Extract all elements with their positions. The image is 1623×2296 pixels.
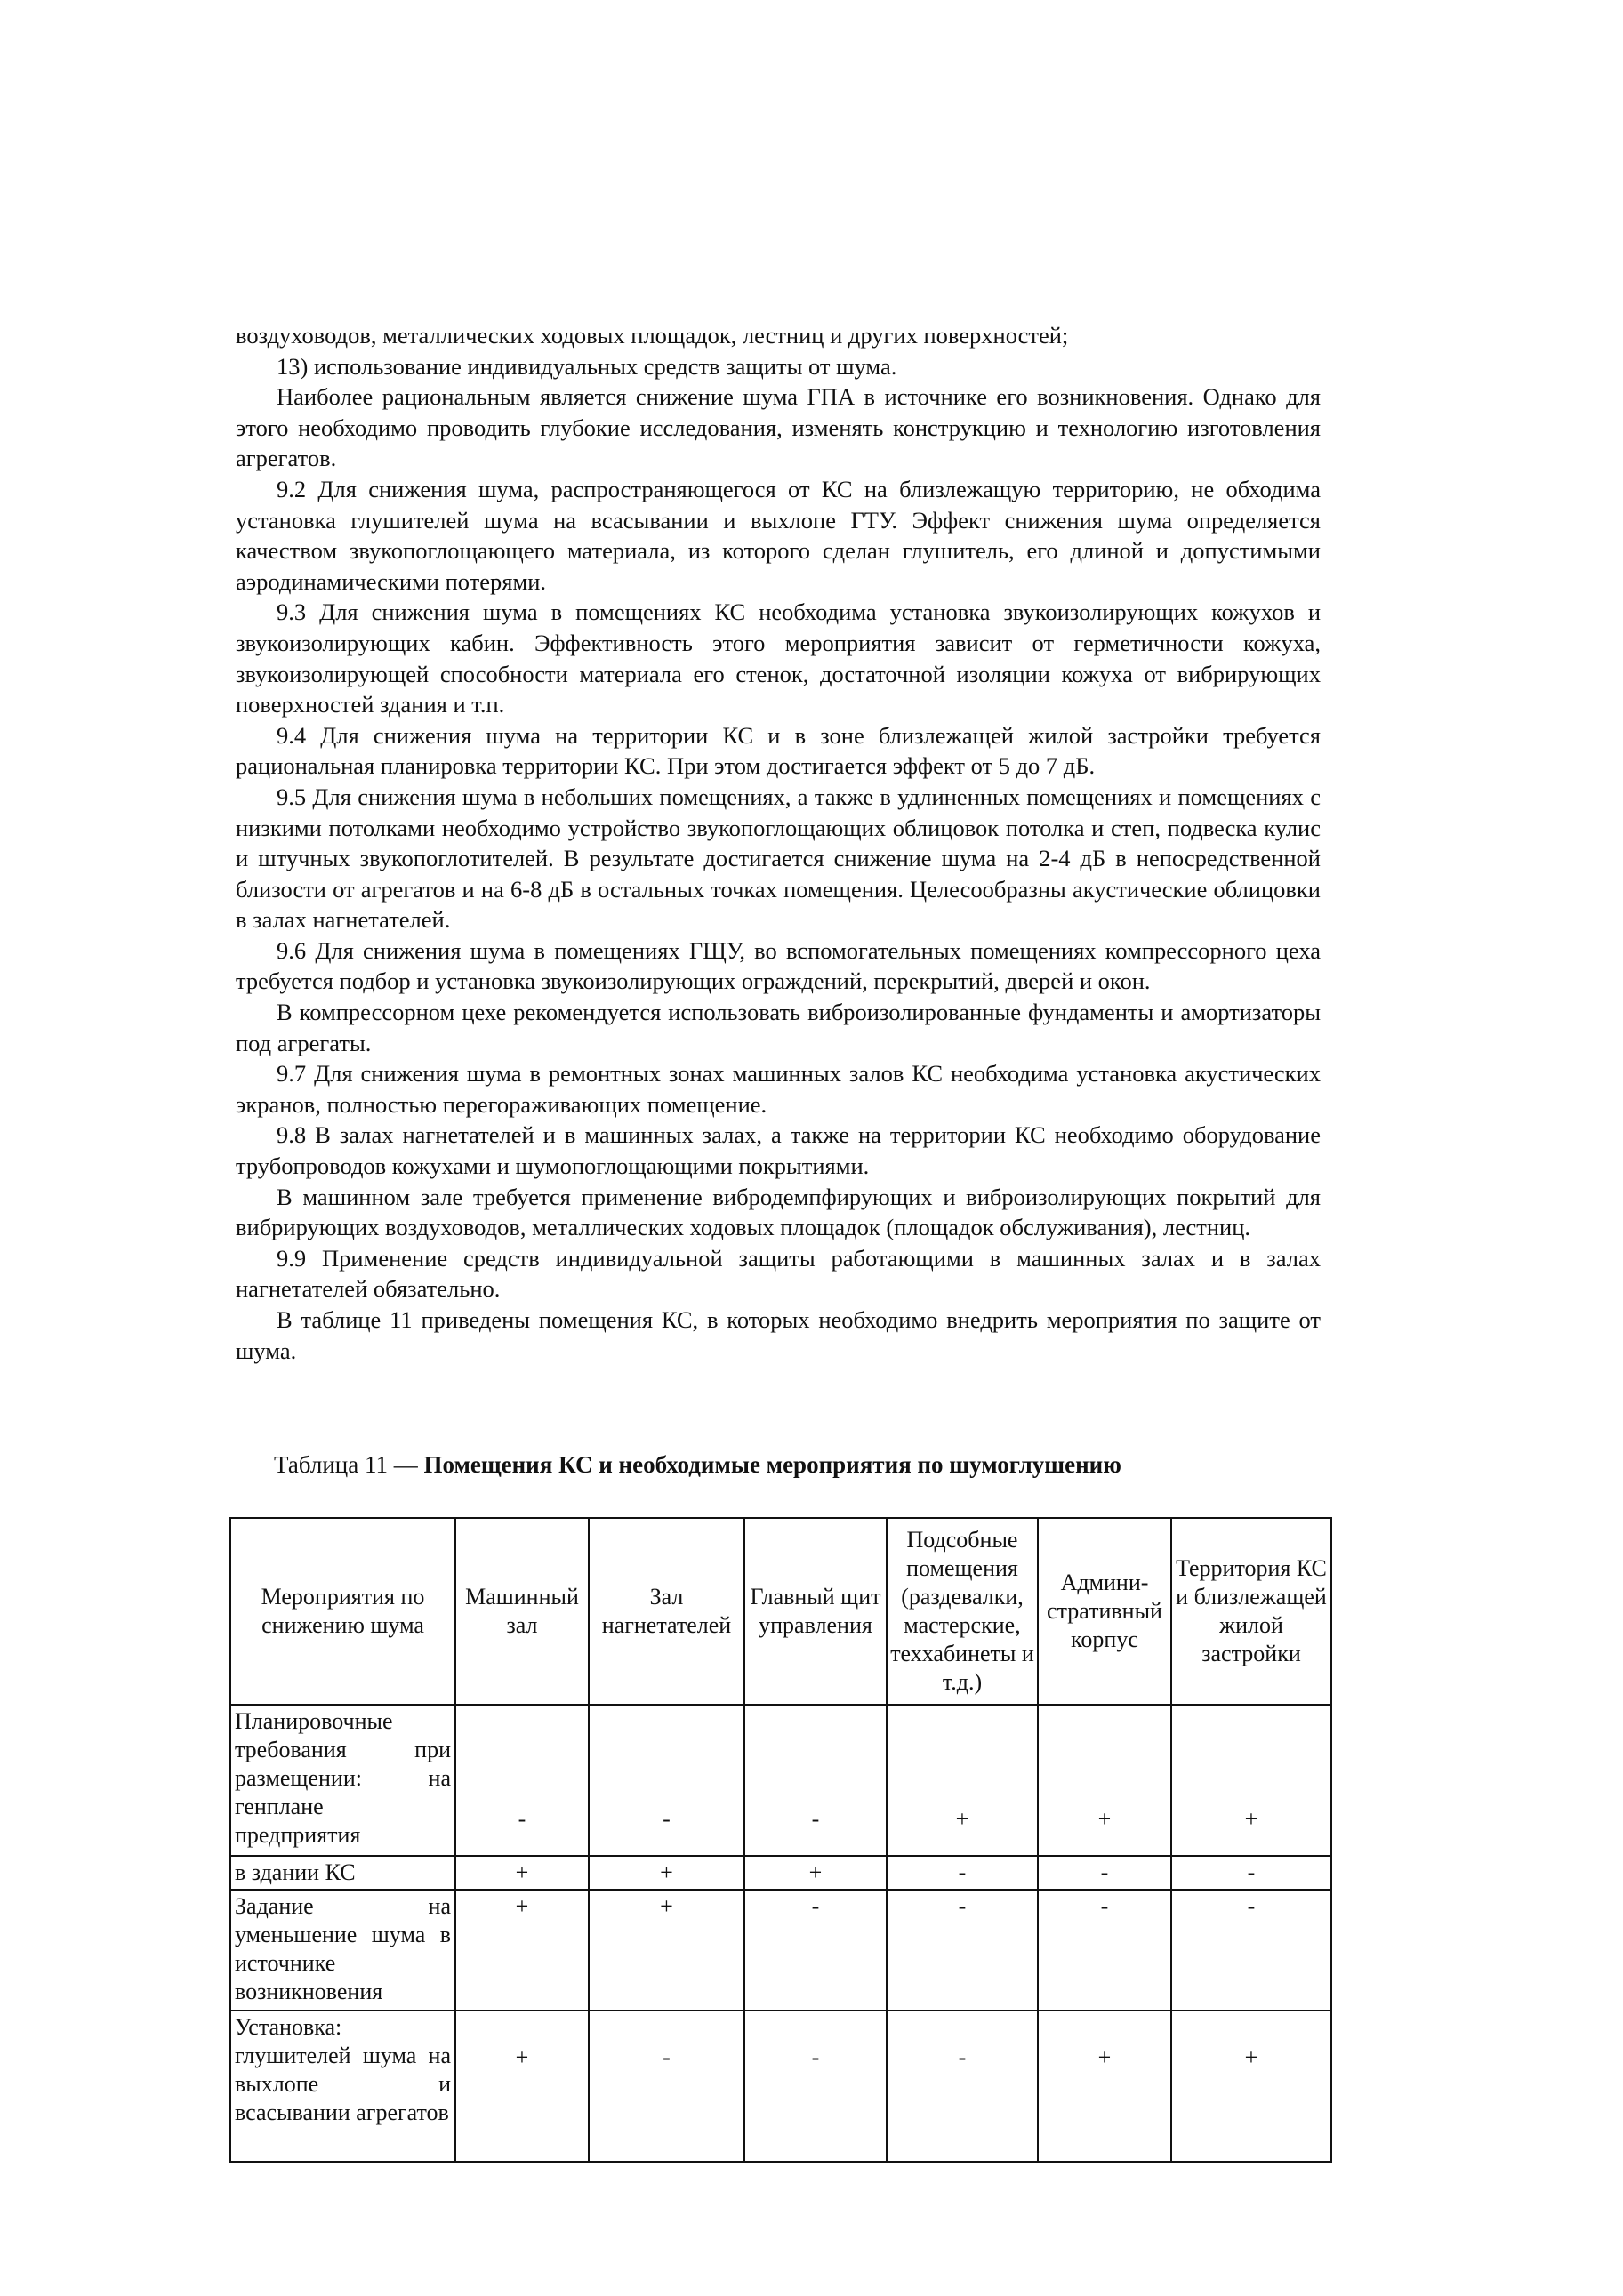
table-row	[230, 1856, 1331, 1890]
table-cell: +	[455, 1890, 589, 2011]
paragraph: 9.3 Для снижения шума в помещениях КС необходима установка звукоизолирующих кожухов и звукоизолирующих кабин. Эффективность этого мероприятия зависит от герметичности кожуха, звукоизолирующей способности материала его стенок, достаточной изоляции кожуха от вибрирующих поверхностей здания и т.п.	[236, 598, 1321, 719]
table-row	[230, 2011, 1331, 2162]
table-cell: -	[744, 1705, 887, 1856]
paragraph: 9.6 Для снижения шума в помещениях ГЩУ, во вспомогательных помещениях компрессорного цеха требуется подбор и установка звукоизолирующих ограждений, перекрытий, дверей и окон.	[236, 936, 1321, 995]
table-cell: -	[589, 2011, 744, 2162]
table-cell: -	[1038, 1890, 1171, 2011]
table-cell: +	[589, 1856, 744, 1890]
paragraph: 9.4 Для снижения шума на территории КС и в зоне близлежащей жилой застройки требуется рациональная планировка территории КС. При этом достигается эффект от 5 до 7 дБ.	[236, 721, 1321, 780]
table-cell: +	[1038, 1705, 1171, 1856]
column-header: Зал нагнетателей	[589, 1518, 744, 1705]
paragraph: 9.7 Для снижения шума в ремонтных зонах машинных залов КС необходима установка акустических экранов, полностью перегораживающих помещение.	[236, 1060, 1321, 1118]
row-label: Установка: глушителей шума на выхлопе и всасывании агрегатов	[230, 2011, 455, 2162]
table-cell: -	[887, 2011, 1038, 2162]
column-header: Мероприятия по снижению шума	[230, 1518, 455, 1705]
table-cell: -	[1171, 1890, 1331, 2011]
noise-measures-table	[229, 1517, 1332, 2163]
table-cell: +	[1171, 2011, 1331, 2162]
table-cell: +	[1171, 1705, 1331, 1856]
paragraph: 9.9 Применение средств индивидуальной защиты работающими в машинных залах и в залах нагнетателей обязательно.	[236, 1244, 1321, 1303]
table-caption-title: Помещения КС и необходимые мероприятия по шумоглушению	[423, 1451, 1121, 1478]
paragraph: 13) использование индивидуальных средств защиты от шума.	[277, 352, 897, 380]
table-cell: -	[744, 1890, 887, 2011]
paragraph: 9.8 В залах нагнетателей и в машинных залах, а также на территории КС необходимо оборудование трубопроводов кожухами и шумопоглощающими покрытиями.	[236, 1121, 1321, 1180]
column-header: Машинный зал	[455, 1518, 589, 1705]
table-caption-prefix: Таблица 11 —	[274, 1451, 424, 1478]
paragraph: Наиболее рациональным является снижение шума ГПА в источнике его возникновения. Однако для этого необходимо проводить глубокие исследования, изменять конструкцию и технологию изготовления агрегатов.	[236, 383, 1321, 472]
column-header: Подсобные помещения (раздевалки, мастерские, теххабинеты и т.д.)	[887, 1518, 1038, 1705]
column-header: Админи-стративный корпус	[1038, 1518, 1171, 1705]
column-header: Главный щит управления	[744, 1518, 887, 1705]
table-header-row	[230, 1518, 1331, 1705]
paragraph: В компрессорном цехе рекомендуется использовать виброизолированные фундаменты и амортизаторы под агрегаты.	[236, 999, 1321, 1056]
table-cell: -	[589, 1705, 744, 1856]
table-cell: -	[1171, 1856, 1331, 1890]
table-row	[230, 1705, 1331, 1856]
row-label: в здании КС	[230, 1856, 455, 1890]
table-cell: +	[455, 1856, 589, 1890]
table-cell: +	[1038, 2011, 1171, 2162]
table-cell: +	[744, 1856, 887, 1890]
body-text	[236, 320, 1321, 1366]
table-cell: +	[589, 1890, 744, 2011]
table-cell: +	[887, 1705, 1038, 1856]
column-header: Территория КС и близлежащей жилой застройки	[1171, 1518, 1331, 1705]
table-row	[230, 1890, 1331, 2011]
paragraph: В машинном зале требуется применение вибродемпфирующих и виброизолирующих покрытий для вибрирующих воздуховодов, металлических ходовых площадок (площадок обслуживания), лестниц.	[236, 1183, 1321, 1241]
table-caption	[274, 1451, 1121, 1479]
table-cell: -	[887, 1856, 1038, 1890]
table-cell: -	[744, 2011, 887, 2162]
row-label: Задание на уменьшение шума в источнике возникновения	[230, 1890, 455, 2011]
paragraph: 9.5 Для снижения шума в небольших помещениях, а также в удлиненных помещениях и помещениях с низкими потолками необходимо устройство звукопоглощающих облицовок потолка и степ, подвеска кулис и штучных звукопоглотителей. В результате достигается снижение шума на 2-4 дБ в непосредственной близости от агрегатов и на 6-8 дБ в остальных точках помещения. Целесообразны акустические облицовки в залах нагнетателей.	[236, 783, 1321, 934]
row-label: Планировочные требования при размещении: на генплане предприятия	[230, 1705, 455, 1856]
paragraph: 9.2 Для снижения шума, распространяющегося от КС на близлежащую территорию, не обходима установка глушителей шума на всасывании и выхлопе ГТУ. Эффект снижения шума определяется качеством звукопоглощающего материала, из которого сделан глушитель, его длиной и допустимыми аэродинамическими потерями.	[236, 475, 1321, 595]
table-cell: -	[887, 1890, 1038, 2011]
paragraph: В таблице 11 приведены помещения КС, в которых необходимо внедрить мероприятия по защите от шума.	[236, 1306, 1321, 1364]
table-cell: -	[1038, 1856, 1171, 1890]
table-cell: -	[455, 1705, 589, 1856]
table-cell: +	[455, 2011, 589, 2162]
paragraph: воздуховодов, металлических ходовых площадок, лестниц и других поверхностей;	[236, 322, 1069, 349]
